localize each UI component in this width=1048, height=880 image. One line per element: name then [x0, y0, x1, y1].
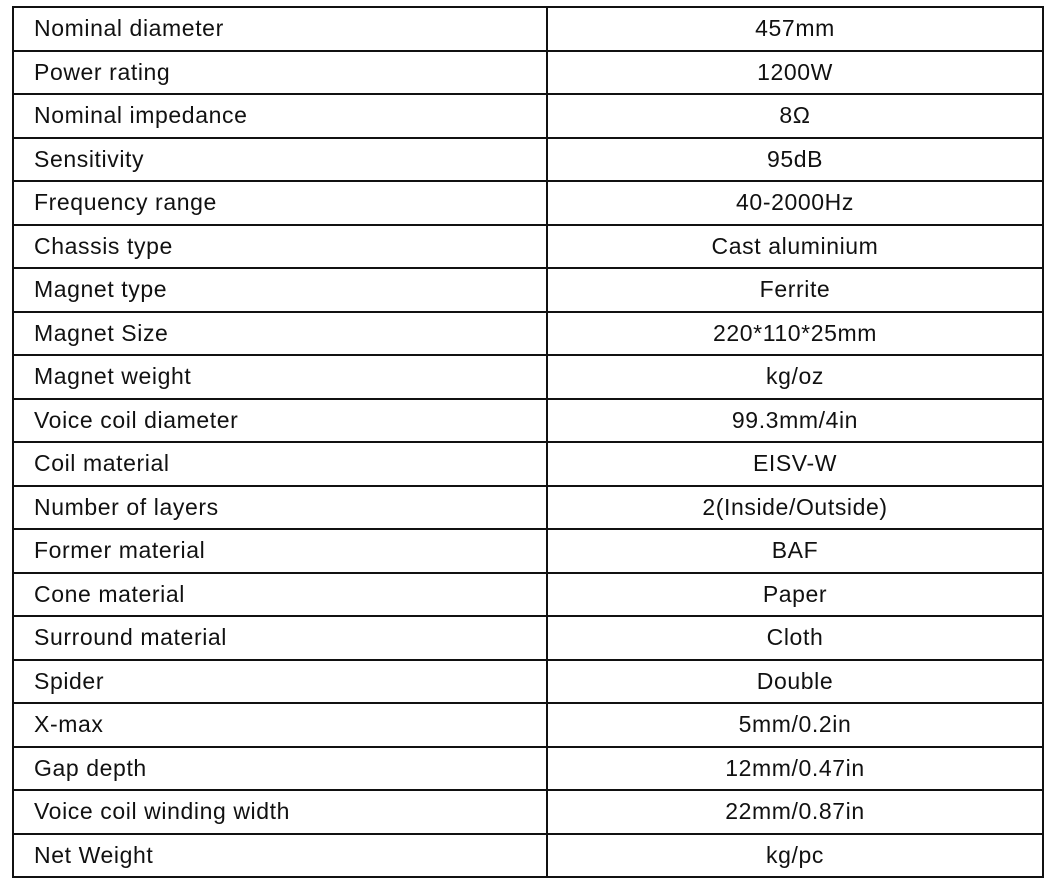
parameter-cell: Sensitivity — [13, 138, 547, 182]
parameter-cell: Former material — [13, 529, 547, 573]
value-cell: 220*110*25mm — [547, 312, 1043, 356]
value-cell: 95dB — [547, 138, 1043, 182]
value-cell: BAF — [547, 529, 1043, 573]
parameter-cell: Voice coil winding width — [13, 790, 547, 834]
table-row — [13, 442, 1043, 486]
table-row — [13, 703, 1043, 747]
parameter-cell: Chassis type — [13, 225, 547, 269]
parameter-cell: Nominal diameter — [13, 7, 547, 51]
parameter-cell: Cone material — [13, 573, 547, 617]
parameter-cell: Coil material — [13, 442, 547, 486]
value-cell: Paper — [547, 573, 1043, 617]
parameter-cell: Number of layers — [13, 486, 547, 530]
table-row — [13, 94, 1043, 138]
parameter-cell: Magnet weight — [13, 355, 547, 399]
value-cell: 40-2000Hz — [547, 181, 1043, 225]
value-cell: Double — [547, 660, 1043, 704]
table-row — [13, 268, 1043, 312]
table-row — [13, 7, 1043, 51]
value-cell: kg/pc — [547, 834, 1043, 878]
parameter-cell: Nominal impedance — [13, 94, 547, 138]
parameter-cell: Frequency range — [13, 181, 547, 225]
table-row — [13, 399, 1043, 443]
parameter-cell: Magnet Size — [13, 312, 547, 356]
parameter-cell: X-max — [13, 703, 547, 747]
parameter-cell: Surround material — [13, 616, 547, 660]
value-cell: EISV-W — [547, 442, 1043, 486]
table-row — [13, 616, 1043, 660]
value-cell: Ferrite — [547, 268, 1043, 312]
table-row — [13, 486, 1043, 530]
table-row — [13, 312, 1043, 356]
value-cell: Cloth — [547, 616, 1043, 660]
table-row — [13, 181, 1043, 225]
parameter-cell: Power rating — [13, 51, 547, 95]
table-row — [13, 529, 1043, 573]
table-row — [13, 355, 1043, 399]
table-row — [13, 834, 1043, 878]
value-cell: 8Ω — [547, 94, 1043, 138]
value-cell: 99.3mm/4in — [547, 399, 1043, 443]
table-row — [13, 573, 1043, 617]
table-row — [13, 225, 1043, 269]
value-cell: 1200W — [547, 51, 1043, 95]
parameter-cell: Voice coil diameter — [13, 399, 547, 443]
value-cell: Cast aluminium — [547, 225, 1043, 269]
parameter-cell: Spider — [13, 660, 547, 704]
value-cell: 2(Inside/Outside) — [547, 486, 1043, 530]
parameter-cell: Gap depth — [13, 747, 547, 791]
table-row — [13, 138, 1043, 182]
value-cell: 12mm/0.47in — [547, 747, 1043, 791]
table-row — [13, 51, 1043, 95]
table-row — [13, 660, 1043, 704]
table-row — [13, 747, 1043, 791]
value-cell: kg/oz — [547, 355, 1043, 399]
value-cell: 457mm — [547, 7, 1043, 51]
spec-table — [12, 6, 1044, 878]
parameter-cell: Magnet type — [13, 268, 547, 312]
parameter-cell: Net Weight — [13, 834, 547, 878]
spec-table-body — [13, 7, 1043, 877]
table-row — [13, 790, 1043, 834]
value-cell: 5mm/0.2in — [547, 703, 1043, 747]
value-cell: 22mm/0.87in — [547, 790, 1043, 834]
